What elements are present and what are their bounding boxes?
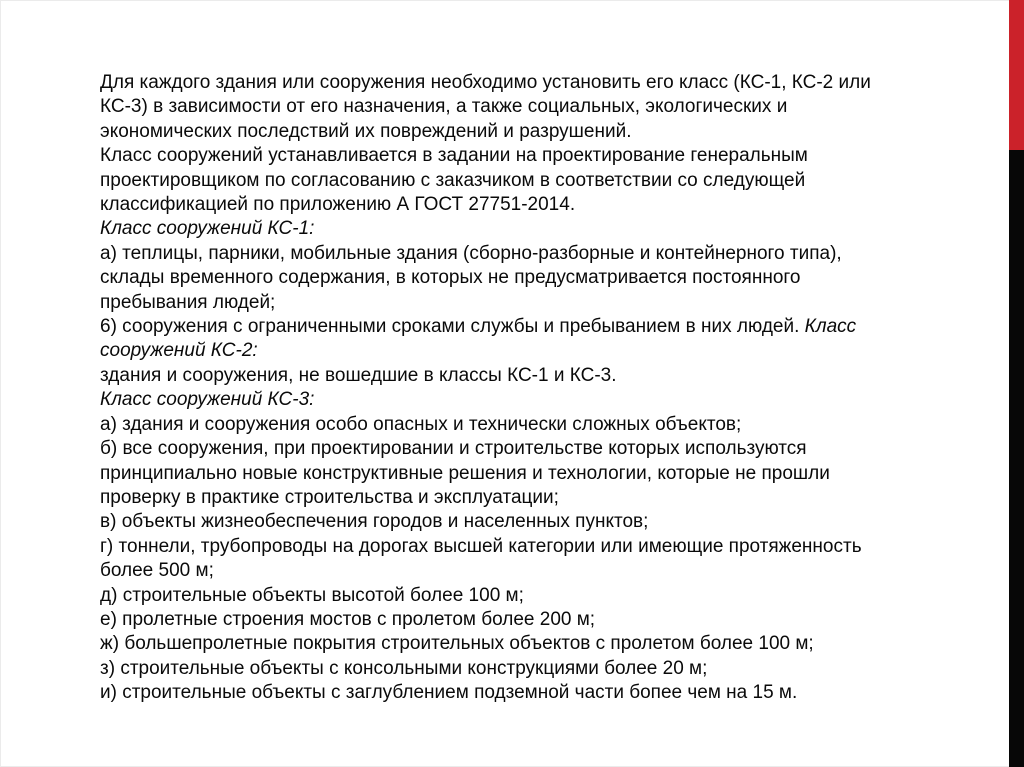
text-run: проектировщиком по согласованию с заказчиком в соответствии со следующей (100, 169, 806, 191)
text-line (100, 388, 940, 412)
text-run-italic: Класс (804, 316, 857, 338)
text-run: а) теплицы, парники, мобильные здания (сборно-разборные и контейнерного типа), (100, 242, 842, 264)
text-run: классификацией по приложению А ГОСТ 27751-2014. (100, 194, 576, 216)
text-line (100, 266, 940, 290)
text-line (100, 584, 940, 608)
text-run: 6) сооружения с ограниченными сроками службы и пребыванием в них людей. (100, 316, 805, 338)
text-line (100, 559, 940, 583)
text-line (100, 535, 940, 559)
text-run: принципиально новые конструктивные решения и технологии, которые не прошли (100, 462, 830, 484)
text-run: склады временного содержания, в которых не предусматривается постоянного (100, 267, 801, 289)
text-run: Класс сооружений устанавливается в задании на проектирование генеральным (100, 145, 808, 167)
text-line (100, 437, 940, 461)
text-line (100, 339, 940, 363)
text-run: более 500 м; (100, 560, 214, 582)
text-line (100, 608, 940, 632)
text-line (100, 315, 940, 339)
text-line (100, 242, 940, 266)
text-line (100, 510, 940, 534)
text-run: е) пролетные строения мостов с пролетом более 200 м; (100, 608, 596, 630)
text-line (100, 291, 940, 315)
text-line (100, 95, 940, 119)
text-run-italic: сооружений КС-2: (100, 340, 258, 362)
text-run: г) тоннели, трубопроводы на дорогах высшей категории или имеющие протяженность (100, 535, 862, 557)
text-line (100, 169, 940, 193)
slide-text-block (100, 71, 940, 706)
text-run: а) здания и сооружения особо опасных и технически сложных объектов; (100, 413, 742, 435)
text-line (100, 71, 940, 95)
accent-bar-red-segment (1009, 0, 1024, 150)
text-line (100, 632, 940, 656)
text-line (100, 413, 940, 437)
text-line (100, 486, 940, 510)
text-line (100, 364, 940, 388)
text-line (100, 681, 940, 705)
text-run: здания и сооружения, не вошедшие в классы КС-1 и КС-3. (100, 364, 617, 386)
text-run: пребывания людей; (100, 291, 276, 313)
text-run: ж) большепролетные покрытия строительных объектов с пролетом более 100 м; (100, 633, 814, 655)
text-run: экономических последствий их повреждений и разрушений. (100, 120, 632, 142)
text-line (100, 120, 940, 144)
text-run: з) строительные объекты с консольными конструкциями более 20 м; (100, 657, 708, 679)
text-run: д) строительные объекты высотой более 100 м; (100, 584, 524, 606)
text-run: б) все сооружения, при проектировании и строительстве которых используются (100, 438, 807, 460)
text-run: Для каждого здания или сооружения необходимо установить его класс (КС-1, КС-2 или (100, 72, 871, 93)
text-run: проверку в практике строительства и эксплуатации; (100, 486, 559, 508)
text-run-italic: Класс сооружений КС-1: (100, 218, 315, 240)
text-run: КС-3) в зависимости от его назначения, а также социальных, экологических и (100, 96, 788, 118)
text-line (100, 657, 940, 681)
text-line (100, 462, 940, 486)
text-line (100, 193, 940, 217)
text-run: и) строительные объекты с заглублением подземной части бопее чем на 15 м. (100, 682, 798, 704)
text-line (100, 217, 940, 241)
text-line (100, 144, 940, 168)
text-run: в) объекты жизнеобеспечения городов и населенных пунктов; (100, 511, 649, 533)
text-run-italic: Класс сооружений КС-3: (100, 389, 315, 411)
accent-bar (1009, 0, 1024, 767)
